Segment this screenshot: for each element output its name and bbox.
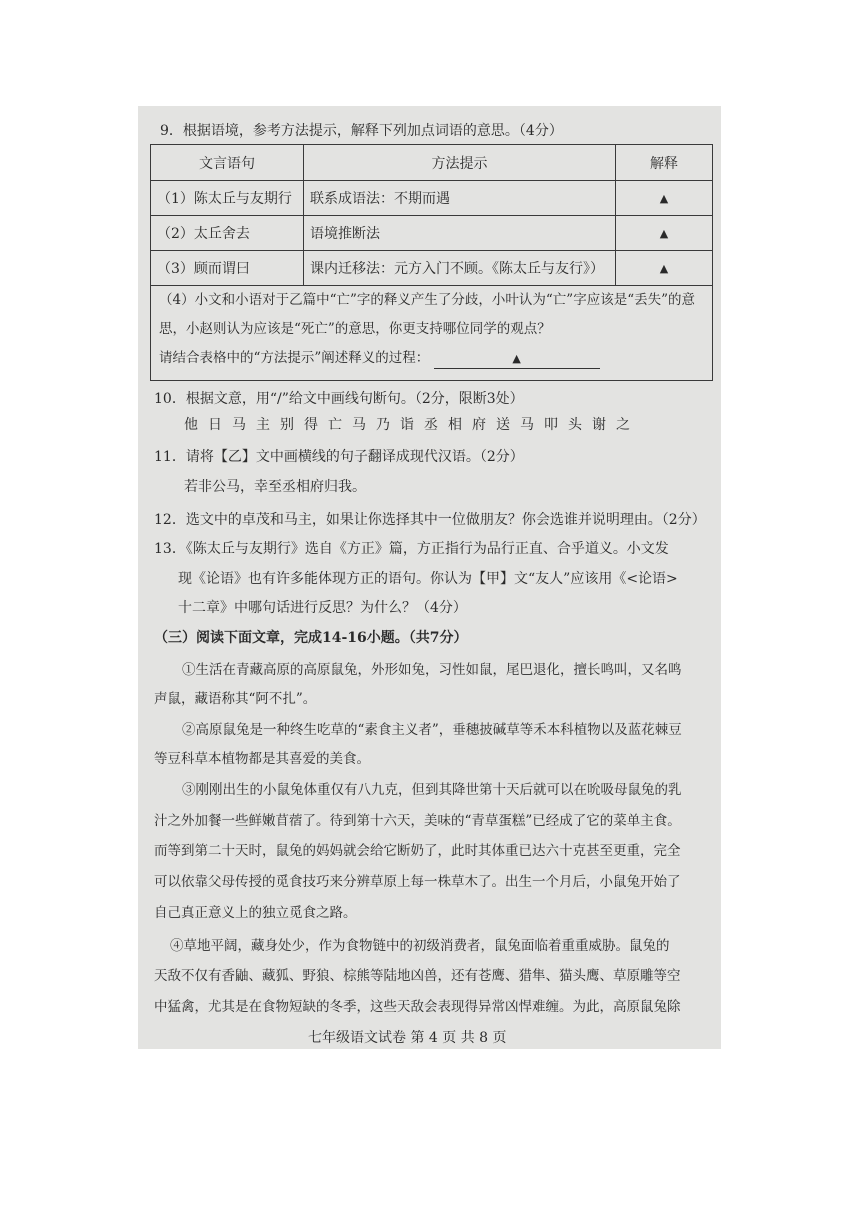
header-hint: 方法提示 [304,145,616,181]
row-answer-blank[interactable]: ▲ [616,251,713,286]
q9-sub4-box [150,286,713,381]
q11-title: 11．请将【乙】文中画横线的句子翻译成现代汉语。（2分） [154,449,524,465]
table-row [151,181,713,216]
header-answer: 解释 [616,145,713,181]
q12-title: 12．选文中的卓茂和马主，如果让你选择其中一位做朋友？你会选谁并说明理由。（2分） [154,512,706,528]
paragraph-line: 声鼠，藏语称其“阿不扎”。 [154,691,317,707]
table-row [151,251,713,286]
q9-sub4-line: 思，小赵则认为应该是“死亡”的意思，你更支持哪位同学的观点？ [159,321,551,337]
paragraph-line: ②高原鼠兔是一种终生吃草的“素食主义者”，垂穗披碱草等禾本科植物以及蓝花棘豆 [182,722,682,738]
q11-sentence: 若非公马，幸至丞相府归我。 [184,479,366,495]
row-hint: 语境推断法 [304,216,616,251]
row-answer-blank[interactable]: ▲ [616,216,713,251]
q10-sentence: 他日马主别得亡马乃诣丞相府送马叩头谢之 [184,417,640,433]
paragraph-line: 自己真正意义上的独立觅食之路。 [154,905,357,921]
q9-sub4-line [151,344,712,373]
q13-line: 十二章》中哪句话进行反思？为什么？（4分） [178,600,467,616]
table-row [151,216,713,251]
paragraph-line: 中猛禽，尤其是在食物短缺的冬季，这些天敌会表现得异常凶悍难缠。为此，高原鼠兔除 [154,999,681,1015]
paragraph-line: 汁之外加餐一些鲜嫩苜蓿了。待到第十六天，美味的“青草蛋糕”已经成了它的菜单主食。 [154,813,681,829]
table-header-row [151,145,713,181]
paragraph-line: 可以依靠父母传授的觅食技巧来分辨草原上每一株草木了。出生一个月后，小鼠兔开始了 [154,874,681,890]
paragraph-line: ①生活在青藏高原的高原鼠兔，外形如兔，习性如鼠，尾巴退化，擅长鸣叫，又名鸣 [182,662,682,678]
page-footer: 七年级语文试卷 第 4 页 共 8 页 [308,1030,507,1046]
paragraph-line: 而等到第二十天时，鼠兔的妈妈就会给它断奶了，此时其体重已达六十克甚至更重，完全 [154,843,681,859]
q9-sub4-prompt: 请结合表格中的“方法提示”阐述释义的过程： [159,350,430,366]
q10-title: 10．根据文意，用“/”给文中画线句断句。（2分，限断3处） [154,391,524,407]
paragraph-line: ③刚刚出生的小鼠兔体重仅有八九克，但到其降世第十天后就可以在吮吸母鼠兔的乳 [182,782,682,798]
row-answer-blank[interactable]: ▲ [616,181,713,216]
row-hint: 联系成语法：不期而遇 [304,181,616,216]
q9-title: 9．根据语境，参考方法提示，解释下列加点词语的意思。（4分） [160,123,563,139]
exam-page [138,106,721,1049]
q9-table [150,144,713,286]
row-sentence: （2）太丘舍去 [151,216,304,251]
answer-blank[interactable]: ▲ [434,350,600,369]
paragraph-line: 天敌不仅有香鼬、藏狐、野狼、棕熊等陆地凶兽，还有苍鹰、猎隼、猫头鹰、草原雕等空 [154,968,681,984]
q13-line: 现《论语》也有许多能体现方正的语句。你认为【甲】文“友人”应该用《<论语> [178,571,678,587]
paragraph-line: 等豆科草本植物都是其喜爱的美食。 [154,751,370,767]
q13-line: 13．《陈太丘与友期行》选自《方正》篇，方正指行为品行正直、合乎道义。小文发 [154,541,669,557]
header-sentence: 文言语句 [151,145,304,181]
row-sentence: （1）陈太丘与友期行 [151,181,304,216]
row-sentence: （3）顾而谓曰 [151,251,304,286]
paragraph-line: ④草地平阔，藏身处少，作为食物链中的初级消费者，鼠兔面临着重重威胁。鼠兔的 [170,938,670,954]
q9-sub4-line: （4）小文和小语对于乙篇中“亡”字的释义产生了分歧，小叶认为“亡”字应该是“丢失”的意 [159,292,695,308]
row-hint: 课内迁移法：元方入门不顾。《陈太丘与友行》） [304,251,616,286]
section3-heading: （三）阅读下面文章，完成14-16小题。（共7分） [154,630,468,646]
